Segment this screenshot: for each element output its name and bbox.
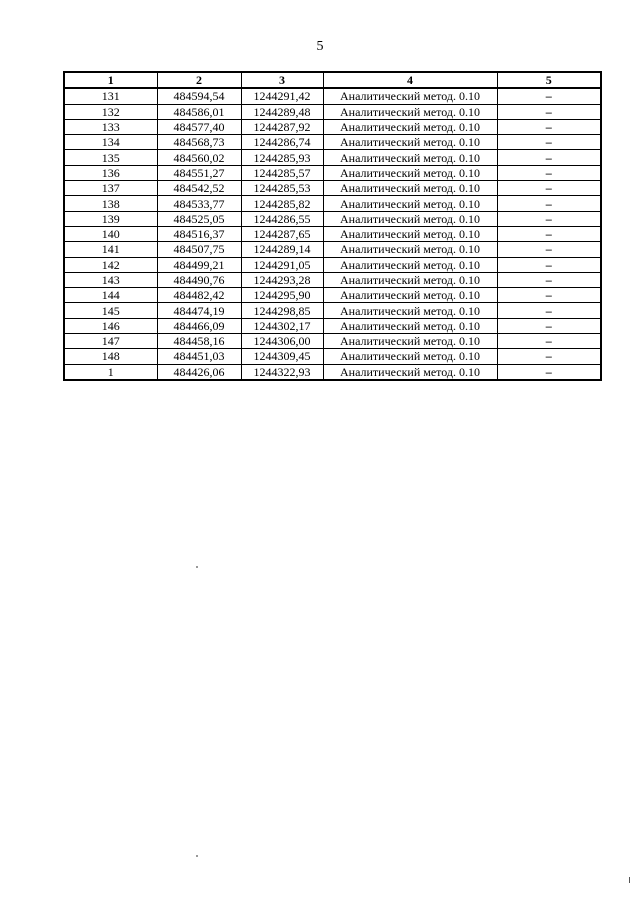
- description-cell: –: [497, 242, 601, 257]
- table-row: [64, 272, 601, 287]
- method-cell: Аналитический метод. 0.10: [323, 226, 497, 241]
- table-row: [64, 318, 601, 333]
- method-cell: Аналитический метод. 0.10: [323, 150, 497, 165]
- point-number-cell: 134: [64, 135, 157, 150]
- table-row: [64, 349, 601, 364]
- scan-margin-mark: [629, 877, 630, 883]
- y-coordinate-cell: 1244287,65: [241, 226, 323, 241]
- table-header-row: [64, 72, 601, 88]
- point-number-cell: 146: [64, 318, 157, 333]
- y-coordinate-cell: 1244306,00: [241, 334, 323, 349]
- method-cell: Аналитический метод. 0.10: [323, 242, 497, 257]
- point-number-cell: 137: [64, 181, 157, 196]
- y-coordinate-cell: 1244285,57: [241, 165, 323, 180]
- method-cell: Аналитический метод. 0.10: [323, 334, 497, 349]
- point-number-cell: 143: [64, 272, 157, 287]
- description-cell: –: [497, 349, 601, 364]
- x-coordinate-cell: 484551,27: [157, 165, 241, 180]
- description-cell: –: [497, 288, 601, 303]
- description-cell: –: [497, 165, 601, 180]
- method-cell: Аналитический метод. 0.10: [323, 88, 497, 104]
- method-cell: Аналитический метод. 0.10: [323, 272, 497, 287]
- table-row: [64, 135, 601, 150]
- table-row: [64, 242, 601, 257]
- y-coordinate-cell: 1244302,17: [241, 318, 323, 333]
- description-cell: –: [497, 334, 601, 349]
- method-cell: Аналитический метод. 0.10: [323, 349, 497, 364]
- x-coordinate-cell: 484560,02: [157, 150, 241, 165]
- x-coordinate-cell: 484426,06: [157, 364, 241, 380]
- scan-speck: [196, 855, 198, 857]
- coordinates-table: [63, 71, 602, 381]
- table-row: [64, 288, 601, 303]
- method-cell: Аналитический метод. 0.10: [323, 364, 497, 380]
- table-row: [64, 104, 601, 119]
- x-coordinate-cell: 484458,16: [157, 334, 241, 349]
- page-number: 5: [316, 39, 324, 54]
- point-number-cell: 131: [64, 88, 157, 104]
- x-coordinate-cell: 484490,76: [157, 272, 241, 287]
- table-row: [64, 88, 601, 104]
- y-coordinate-cell: 1244309,45: [241, 349, 323, 364]
- x-coordinate-cell: 484516,37: [157, 226, 241, 241]
- x-coordinate-cell: 484577,40: [157, 119, 241, 134]
- table-row: [64, 165, 601, 180]
- description-cell: –: [497, 150, 601, 165]
- table-body: [64, 88, 601, 380]
- method-cell: Аналитический метод. 0.10: [323, 288, 497, 303]
- y-coordinate-cell: 1244291,42: [241, 88, 323, 104]
- table-row: [64, 211, 601, 226]
- x-coordinate-cell: 484482,42: [157, 288, 241, 303]
- table-row: [64, 226, 601, 241]
- point-number-cell: 139: [64, 211, 157, 226]
- x-coordinate-cell: 484594,54: [157, 88, 241, 104]
- y-coordinate-cell: 1244291,05: [241, 257, 323, 272]
- x-coordinate-cell: 484525,05: [157, 211, 241, 226]
- column-header-point-number: 1: [64, 72, 157, 88]
- table-row: [64, 303, 601, 318]
- point-number-cell: 148: [64, 349, 157, 364]
- y-coordinate-cell: 1244289,14: [241, 242, 323, 257]
- method-cell: Аналитический метод. 0.10: [323, 181, 497, 196]
- point-number-cell: 140: [64, 226, 157, 241]
- method-cell: Аналитический метод. 0.10: [323, 165, 497, 180]
- method-cell: Аналитический метод. 0.10: [323, 119, 497, 134]
- scan-speck: [196, 566, 198, 568]
- description-cell: –: [497, 211, 601, 226]
- x-coordinate-cell: 484568,73: [157, 135, 241, 150]
- point-number-cell: 138: [64, 196, 157, 211]
- point-number-cell: 147: [64, 334, 157, 349]
- x-coordinate-cell: 484474,19: [157, 303, 241, 318]
- description-cell: –: [497, 257, 601, 272]
- description-cell: –: [497, 135, 601, 150]
- description-cell: –: [497, 303, 601, 318]
- table-row: [64, 334, 601, 349]
- y-coordinate-cell: 1244285,53: [241, 181, 323, 196]
- description-cell: –: [497, 88, 601, 104]
- x-coordinate-cell: 484499,21: [157, 257, 241, 272]
- method-cell: Аналитический метод. 0.10: [323, 318, 497, 333]
- x-coordinate-cell: 484586,01: [157, 104, 241, 119]
- method-cell: Аналитический метод. 0.10: [323, 257, 497, 272]
- description-cell: –: [497, 226, 601, 241]
- y-coordinate-cell: 1244293,28: [241, 272, 323, 287]
- table-row: [64, 257, 601, 272]
- column-header-y-coordinate: 3: [241, 72, 323, 88]
- table-row: [64, 181, 601, 196]
- point-number-cell: 142: [64, 257, 157, 272]
- method-cell: Аналитический метод. 0.10: [323, 196, 497, 211]
- y-coordinate-cell: 1244298,85: [241, 303, 323, 318]
- description-cell: –: [497, 104, 601, 119]
- column-header-description: 5: [497, 72, 601, 88]
- point-number-cell: 135: [64, 150, 157, 165]
- point-number-cell: 144: [64, 288, 157, 303]
- point-number-cell: 141: [64, 242, 157, 257]
- table-row: [64, 196, 601, 211]
- y-coordinate-cell: 1244285,93: [241, 150, 323, 165]
- method-cell: Аналитический метод. 0.10: [323, 135, 497, 150]
- table-row: [64, 150, 601, 165]
- point-number-cell: 133: [64, 119, 157, 134]
- x-coordinate-cell: 484507,75: [157, 242, 241, 257]
- y-coordinate-cell: 1244286,55: [241, 211, 323, 226]
- column-header-method: 4: [323, 72, 497, 88]
- table-row: [64, 119, 601, 134]
- description-cell: –: [497, 364, 601, 380]
- x-coordinate-cell: 484533,77: [157, 196, 241, 211]
- description-cell: –: [497, 181, 601, 196]
- description-cell: –: [497, 196, 601, 211]
- x-coordinate-cell: 484466,09: [157, 318, 241, 333]
- method-cell: Аналитический метод. 0.10: [323, 104, 497, 119]
- y-coordinate-cell: 1244289,48: [241, 104, 323, 119]
- description-cell: –: [497, 318, 601, 333]
- method-cell: Аналитический метод. 0.10: [323, 211, 497, 226]
- x-coordinate-cell: 484451,03: [157, 349, 241, 364]
- y-coordinate-cell: 1244286,74: [241, 135, 323, 150]
- y-coordinate-cell: 1244322,93: [241, 364, 323, 380]
- point-number-cell: 132: [64, 104, 157, 119]
- y-coordinate-cell: 1244287,92: [241, 119, 323, 134]
- point-number-cell: 145: [64, 303, 157, 318]
- x-coordinate-cell: 484542,52: [157, 181, 241, 196]
- description-cell: –: [497, 272, 601, 287]
- table-row: [64, 364, 601, 380]
- description-cell: –: [497, 119, 601, 134]
- y-coordinate-cell: 1244285,82: [241, 196, 323, 211]
- column-header-x-coordinate: 2: [157, 72, 241, 88]
- point-number-cell: 136: [64, 165, 157, 180]
- y-coordinate-cell: 1244295,90: [241, 288, 323, 303]
- point-number-cell: 1: [64, 364, 157, 380]
- method-cell: Аналитический метод. 0.10: [323, 303, 497, 318]
